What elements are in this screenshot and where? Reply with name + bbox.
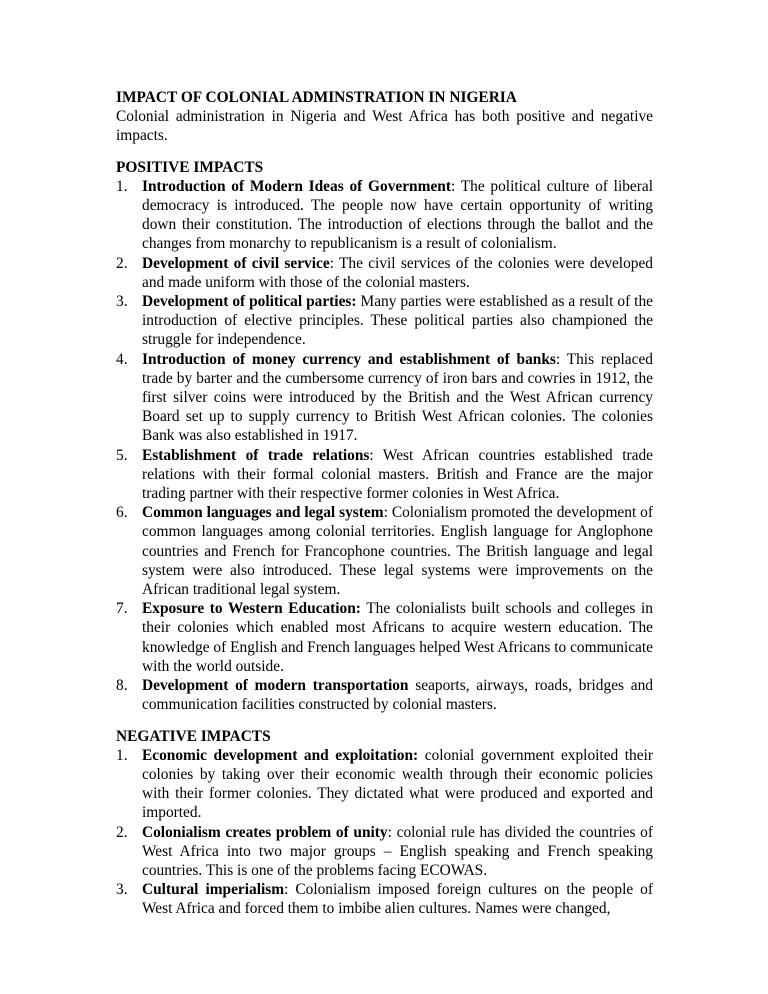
item-number: 3. <box>116 293 128 311</box>
item-separator: : <box>387 823 392 841</box>
list-item <box>116 177 653 254</box>
item-separator: : <box>450 177 456 195</box>
item-term: Exposure to Western Education: <box>142 600 361 618</box>
list-item <box>116 746 653 823</box>
intro-paragraph: Colonial administration in Nigeria and West Africa has both positive and negative impacts. <box>116 108 653 145</box>
list-item <box>116 676 653 714</box>
item-number: 5. <box>116 446 128 464</box>
item-separator: : <box>383 504 388 522</box>
positive-impacts-list <box>116 177 653 715</box>
item-term: Cultural imperialism <box>142 881 285 899</box>
list-item <box>116 350 653 446</box>
item-term: Development of political parties: <box>142 293 357 311</box>
item-text: The civil services of the colonies were developed and made uniform with those of the colonial masters. <box>142 254 654 291</box>
item-term: Introduction of Modern Ideas of Government <box>142 177 451 195</box>
item-number: 1. <box>116 177 128 195</box>
item-text: seaports, airways, roads, bridges and communication facilities constructed by colonial masters. <box>142 677 653 714</box>
document-title: IMPACT OF COLONIAL ADMINSTRATION IN NIGERIA <box>116 89 517 106</box>
item-number: 6. <box>116 504 128 522</box>
item-term: Development of civil service <box>142 254 330 272</box>
list-item <box>116 503 653 599</box>
item-text: Many parties were established as a result of the introduction of elective principles. These political parties also championed the struggle for independence. <box>142 293 653 349</box>
item-separator: : <box>329 254 334 272</box>
item-term: Introduction of money currency and establishment of banks <box>142 350 556 368</box>
item-number: 8. <box>116 677 128 695</box>
item-term: Economic development and exploitation: <box>142 746 419 764</box>
item-term: Establishment of trade relations <box>142 446 370 464</box>
negative-impacts-list <box>116 746 653 919</box>
item-term: Development of modern transportation <box>142 677 409 695</box>
section-heading-negative: NEGATIVE IMPACTS <box>116 727 271 745</box>
item-text: Colonialism imposed foreign cultures on the people of West Africa and forced them to imbibe alien cultures. Names were changed, <box>142 881 653 918</box>
item-text: This replaced trade by barter and the cumbersome currency of iron bars and cowries in 1912, the first silver coins were introduced by the British and the West African currency Board set up to supply currency to British West African colonies. The colonies Bank was also established in 1917. <box>142 350 653 445</box>
document-page <box>116 88 653 919</box>
list-item <box>116 599 653 676</box>
list-item <box>116 292 653 350</box>
item-text: colonial government exploited their colonies by taking over their economic wealth through their economic policies with their former colonies. They dictated what were produced and exported and imported. <box>142 746 653 822</box>
item-term: Common languages and legal system <box>142 504 384 522</box>
item-term: Colonialism creates problem of unity <box>142 823 388 841</box>
list-item <box>116 880 653 918</box>
item-text: West African countries established trade relations with their formal colonial masters. British and France are the major trading partner with their respective former colonies in West Africa. <box>142 446 653 503</box>
list-item <box>116 446 653 504</box>
item-separator: : <box>369 446 374 464</box>
list-item <box>116 254 653 292</box>
item-number: 2. <box>116 823 128 841</box>
item-number: 1. <box>116 746 128 764</box>
item-text: The political culture of liberal democracy is introduced. The people now have certain opportunity of writing down their constitution. The introduction of elections through the ballot and the changes from monarchy to republicanism is a result of colonialism. <box>142 177 653 253</box>
item-text: colonial rule has divided the countries of West Africa into two major groups – English speaking and French speaking countries. This is one of the problems facing ECOWAS. <box>142 823 653 879</box>
item-number: 2. <box>116 254 128 272</box>
item-number: 4. <box>116 350 128 368</box>
item-number: 7. <box>116 600 128 618</box>
item-separator: : <box>284 881 289 899</box>
item-separator: : <box>555 350 561 368</box>
section-heading-positive: POSITIVE IMPACTS <box>116 158 264 176</box>
list-item <box>116 823 653 881</box>
item-number: 3. <box>116 881 128 899</box>
item-text: Colonialism promoted the development of common languages among colonial territories. English language for Anglophone countries and French for Francophone countries. The British language and legal system were also introduced. These legal systems were improvements on the African traditional legal system. <box>142 504 653 599</box>
item-text: The colonialists built schools and colleges in their colonies which enabled most Africans to acquire western education. The knowledge of English and French languages helped West Africans to communicate with the world outside. <box>142 600 653 675</box>
